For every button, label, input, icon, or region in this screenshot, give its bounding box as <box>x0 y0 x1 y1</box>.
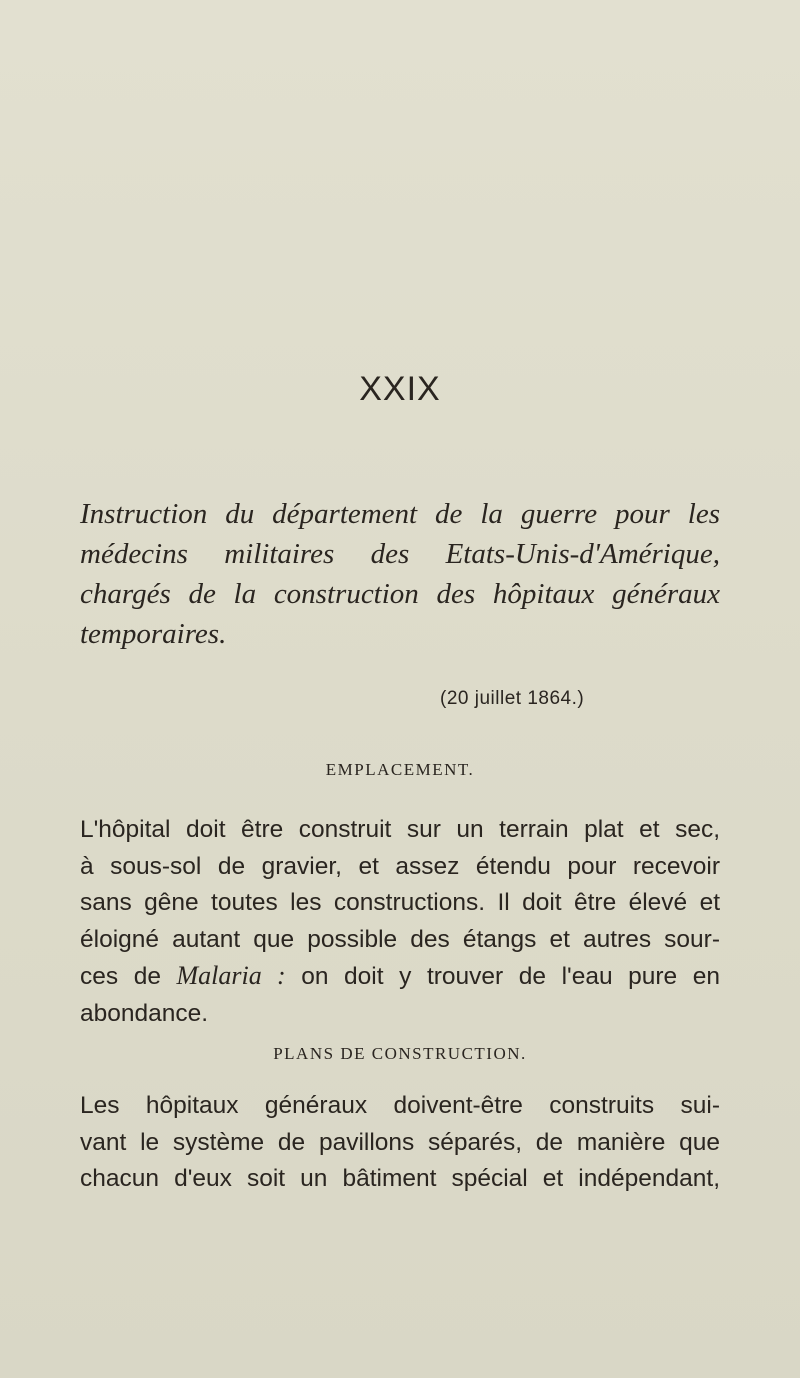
title-line-2 <box>80 534 720 574</box>
paragraph-line: Les hôpitaux généraux doivent-être construits sui- <box>80 1092 720 1119</box>
title-country: Etats-Unis-d'Amérique, <box>445 538 720 570</box>
paragraph-line: sans gêne toutes les constructions. Il doit être élevé et <box>80 889 720 916</box>
paragraph-line: vant le système de pavillons séparés, de manière que <box>80 1128 720 1156</box>
paragraph-line: abondance. <box>80 999 209 1027</box>
paragraph-line: à sous-sol de gravier, et assez étendu pour recevoir <box>80 852 720 880</box>
section-heading-plans: PLANS DE CONSTRUCTION. <box>273 1044 527 1063</box>
title-line-1: Instruction du département de la guerre pour les <box>80 498 720 530</box>
line-start: ces de <box>80 963 177 990</box>
document-title <box>80 494 720 654</box>
paragraph-plans <box>80 1088 720 1198</box>
paragraph-line: chacun d'eux soit un bâtiment spécial et indépendant, <box>80 1165 720 1192</box>
line-end: on doit y trouver de l'eau pure en <box>285 963 720 990</box>
paragraph-emplacement <box>80 812 720 1032</box>
title-line-2-start: médecins militaires des <box>80 538 446 570</box>
paragraph-line: éloigné autant que possible des étangs et autres sour- <box>80 925 720 953</box>
title-line-4: temporaires. <box>80 618 227 650</box>
section-heading-emplacement: EMPLACEMENT. <box>325 760 475 779</box>
paragraph-line <box>80 958 720 996</box>
malaria-term: Malaria : <box>176 961 286 990</box>
document-date: (20 juillet 1864.) <box>440 688 585 709</box>
paragraph-line: L'hôpital doit être construit sur un terrain plat et sec, <box>80 816 720 843</box>
title-line-3: chargés de la construction des hôpitaux généraux <box>80 578 720 610</box>
chapter-number: XXIX <box>359 370 441 408</box>
